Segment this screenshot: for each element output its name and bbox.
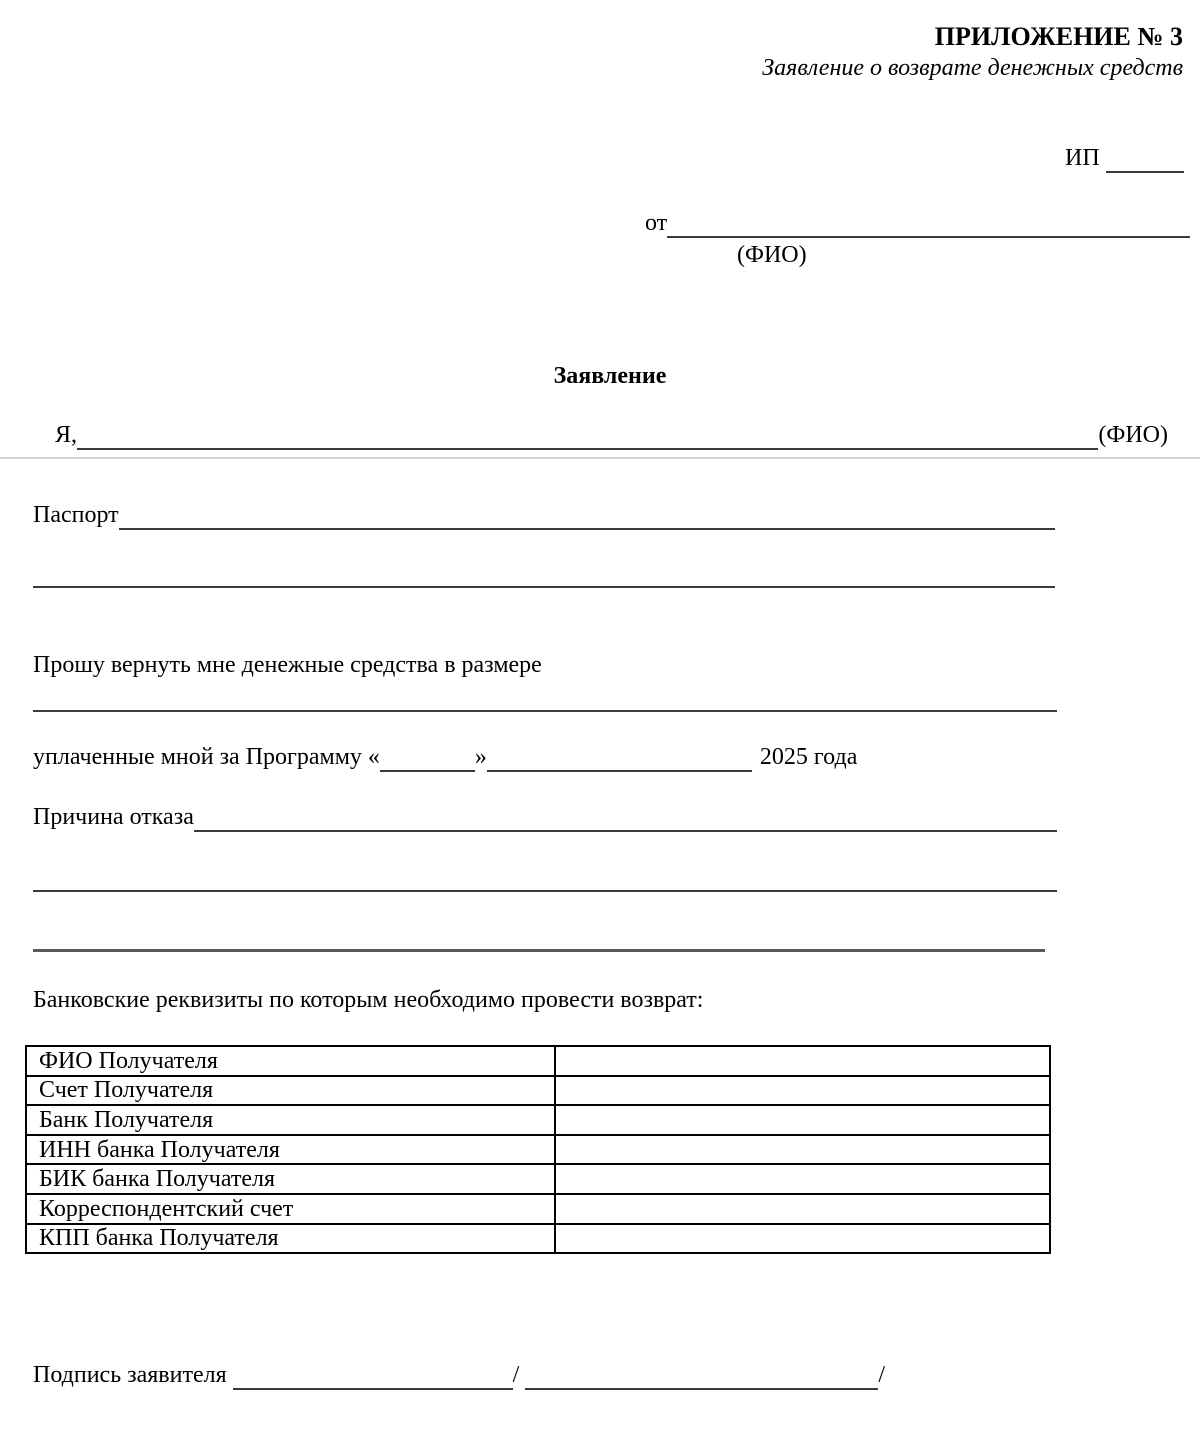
reason-continuation-blank-line-1[interactable] bbox=[33, 890, 1057, 892]
applicant-name-row bbox=[55, 420, 1168, 450]
refund-request-text: Прошу вернуть мне денежные средства в размере bbox=[33, 652, 542, 678]
bank-detail-value-cell[interactable] bbox=[555, 1194, 1050, 1224]
reason-continuation-blank-line-2[interactable] bbox=[33, 949, 1045, 952]
signature-slash-2: / bbox=[878, 1362, 885, 1388]
program-prefix-text: уплаченные мной за Программу « bbox=[33, 744, 380, 770]
bank-detail-value-cell[interactable] bbox=[555, 1105, 1050, 1135]
appendix-title: ПРИЛОЖЕНИЕ № 3 bbox=[934, 22, 1183, 51]
reason-row bbox=[33, 802, 1057, 832]
bank-detail-label: БИК банка Получателя bbox=[26, 1164, 555, 1194]
signature-row bbox=[33, 1360, 885, 1390]
signature-slash-1: / bbox=[512, 1362, 520, 1388]
bank-details-table bbox=[25, 1045, 1051, 1254]
bank-detail-value-cell[interactable] bbox=[555, 1076, 1050, 1106]
ip-blank-line[interactable] bbox=[1106, 143, 1184, 173]
applicant-fio-caption: (ФИО) bbox=[1098, 422, 1168, 448]
program-date-blank[interactable] bbox=[487, 742, 752, 772]
passport-blank-line[interactable] bbox=[119, 500, 1055, 530]
table-row bbox=[26, 1194, 1050, 1224]
signature-blank-line[interactable] bbox=[233, 1360, 513, 1390]
ip-label: ИП bbox=[1065, 145, 1100, 171]
bank-detail-value-cell[interactable] bbox=[555, 1046, 1050, 1076]
from-blank-line[interactable] bbox=[667, 208, 1190, 238]
program-year-text: 2025 года bbox=[759, 744, 858, 770]
ip-line-row bbox=[1065, 143, 1184, 173]
signature-label: Подпись заявителя bbox=[33, 1362, 227, 1388]
bank-detail-label: КПП банка Получателя bbox=[26, 1224, 555, 1254]
passport-row bbox=[33, 500, 1055, 530]
program-name-blank[interactable] bbox=[380, 742, 475, 772]
reason-blank-line[interactable] bbox=[194, 802, 1057, 832]
table-row bbox=[26, 1164, 1050, 1194]
bank-details-heading: Банковские реквизиты по которым необходимо провести возврат: bbox=[33, 987, 704, 1013]
appendix-subtitle: Заявление о возврате денежных средств bbox=[762, 55, 1183, 81]
program-quote-close: » bbox=[474, 744, 487, 770]
bank-detail-label: ИНН банка Получателя bbox=[26, 1135, 555, 1165]
table-row bbox=[26, 1135, 1050, 1165]
table-row bbox=[26, 1076, 1050, 1106]
bank-detail-value-cell[interactable] bbox=[555, 1224, 1050, 1254]
table-row bbox=[26, 1224, 1050, 1254]
bank-table-body bbox=[26, 1046, 1050, 1253]
passport-continuation-blank-line[interactable] bbox=[33, 586, 1055, 588]
applicant-name-blank-line[interactable] bbox=[77, 420, 1098, 450]
table-row bbox=[26, 1105, 1050, 1135]
page-break-divider bbox=[0, 457, 1200, 459]
bank-detail-label: Корреспондентский счет bbox=[26, 1194, 555, 1224]
statement-heading: Заявление bbox=[553, 363, 667, 389]
bank-detail-label: Банк Получателя bbox=[26, 1105, 555, 1135]
signature-name-blank-line[interactable] bbox=[525, 1360, 878, 1390]
program-row bbox=[33, 742, 857, 772]
bank-detail-value-cell[interactable] bbox=[555, 1164, 1050, 1194]
passport-label: Паспорт bbox=[33, 502, 119, 528]
bank-detail-label: Счет Получателя bbox=[26, 1076, 555, 1106]
reason-label: Причина отказа bbox=[33, 804, 194, 830]
table-row bbox=[26, 1046, 1050, 1076]
bank-detail-value-cell[interactable] bbox=[555, 1135, 1050, 1165]
amount-blank-line[interactable] bbox=[33, 710, 1057, 712]
bank-detail-label: ФИО Получателя bbox=[26, 1046, 555, 1076]
i-label: Я, bbox=[55, 422, 78, 448]
from-label: от bbox=[645, 210, 668, 236]
from-line-row bbox=[645, 208, 1190, 238]
from-fio-caption: (ФИО) bbox=[737, 242, 807, 268]
